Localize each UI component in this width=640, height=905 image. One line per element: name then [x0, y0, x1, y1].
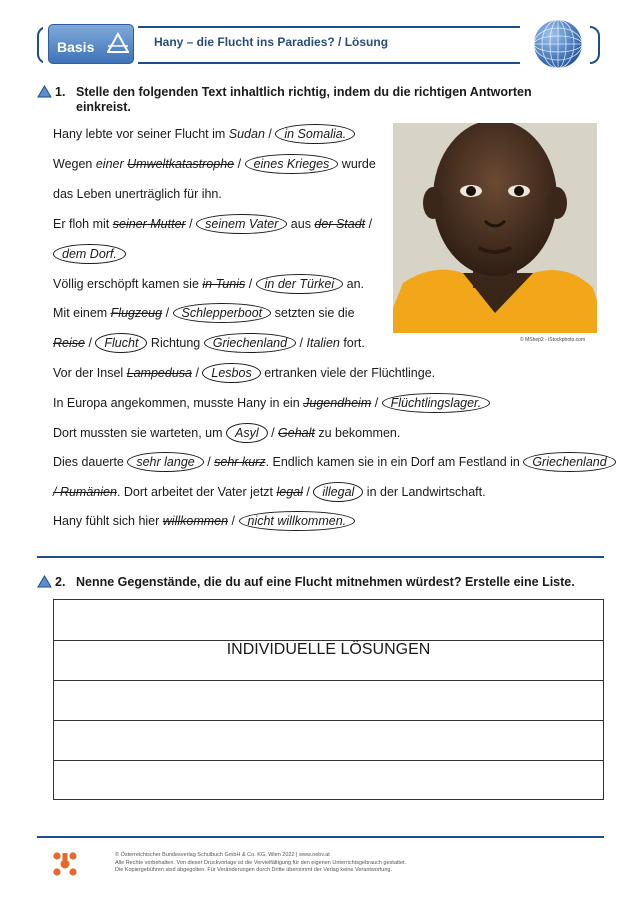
sentence-12: Dies dauerte sehr lange / sehr kurz. Endlich kamen sie in ein Dorf am Festland in Griechenland: [53, 455, 616, 469]
sentence-13: / Rumänien. Dort arbeitet der Vater jetzt legal / illegal in der Landwirtschaft.: [53, 485, 486, 499]
sentence-2: Wegen einer Umweltkatastrophe / eines Krieges wurde: [53, 157, 376, 171]
sentence-3: das Leben unerträglich für ihn.: [53, 187, 222, 201]
sentence-9: Vor der Insel Lampedusa / Lesbos ertranken viele der Flüchtlinge.: [53, 366, 435, 380]
basis-badge: [48, 24, 134, 64]
page-title: Hany – die Flucht ins Paradies? / Lösung: [154, 35, 389, 49]
footer-divider: [37, 836, 604, 838]
table-row-divider: [54, 760, 603, 761]
footer-copyright: [115, 852, 406, 875]
task-triangle-icon: [37, 575, 52, 588]
sentence-1: Hany lebte vor seiner Flucht im Sudan / in Somalia.: [53, 127, 355, 141]
sentence-11: Dort mussten sie warteten, um Asyl / Gehalt zu bekommen.: [53, 426, 400, 440]
sentence-4: Er floh mit seiner Mutter / seinem Vater aus der Stadt /: [53, 217, 372, 231]
sentence-7: Mit einem Flugzeug / Schlepperboot setzten sie die: [53, 306, 355, 320]
table-row-divider: [54, 680, 603, 681]
basis-label: Basis: [57, 39, 95, 55]
photo-credit: © MShep2 - iStockphoto.com: [520, 337, 586, 343]
publisher-logo-icon: [52, 851, 78, 877]
sentence-14: Hany fühlt sich hier willkommen / nicht willkommen.: [53, 514, 355, 528]
solution-text: INDIVIDUELLE LÖSUNGEN: [226, 641, 431, 658]
task-2-number: 2.: [55, 575, 66, 589]
answer-table: [53, 599, 604, 800]
section-divider: [37, 556, 604, 558]
boy-portrait-photo: [393, 123, 597, 333]
footer-line-1: © Österreichischer Bundesverlag Schulbuch GmbH & Co. KG, Wien 2022 | www.oebv.at: [115, 852, 330, 858]
task-triangle-icon: [37, 85, 52, 98]
task-1-number: 1.: [55, 85, 66, 99]
task-1-instruction: Stelle den folgenden Text inhaltlich richtig, indem du die richtigen Antworten einkreist.: [76, 85, 532, 114]
sentence-6: Völlig erschöpft kamen sie in Tunis / in der Türkei an.: [53, 277, 364, 291]
sentence-5: dem Dorf.: [53, 247, 126, 261]
portrait-illustration: [393, 123, 597, 333]
sentence-8: Reise / Flucht Richtung Griechenland / Italien fort.: [53, 336, 365, 350]
task-2-instruction: Nenne Gegenstände, die du auf eine Flucht mitnehmen würdest? Erstelle eine Liste.: [76, 575, 575, 589]
table-row-divider: [54, 720, 603, 721]
footer-line-3: Die Kopiergebühren sind abgegolten. Für Veränderungen durch Dritte übernimmt der Verlag keine Verantwortung.: [115, 867, 393, 873]
footer-line-2: Alle Rechte vorbehalten. Von dieser Druckvorlage ist die Vervielfältigung für den eigenen Unterrichtsgebrauch gestattet.: [115, 859, 407, 866]
triangle-icon: [107, 32, 129, 54]
sentence-10: In Europa angekommen, musste Hany in ein Jugendheim / Flüchtlingslager.: [53, 396, 490, 410]
globe-icon: [532, 18, 584, 70]
